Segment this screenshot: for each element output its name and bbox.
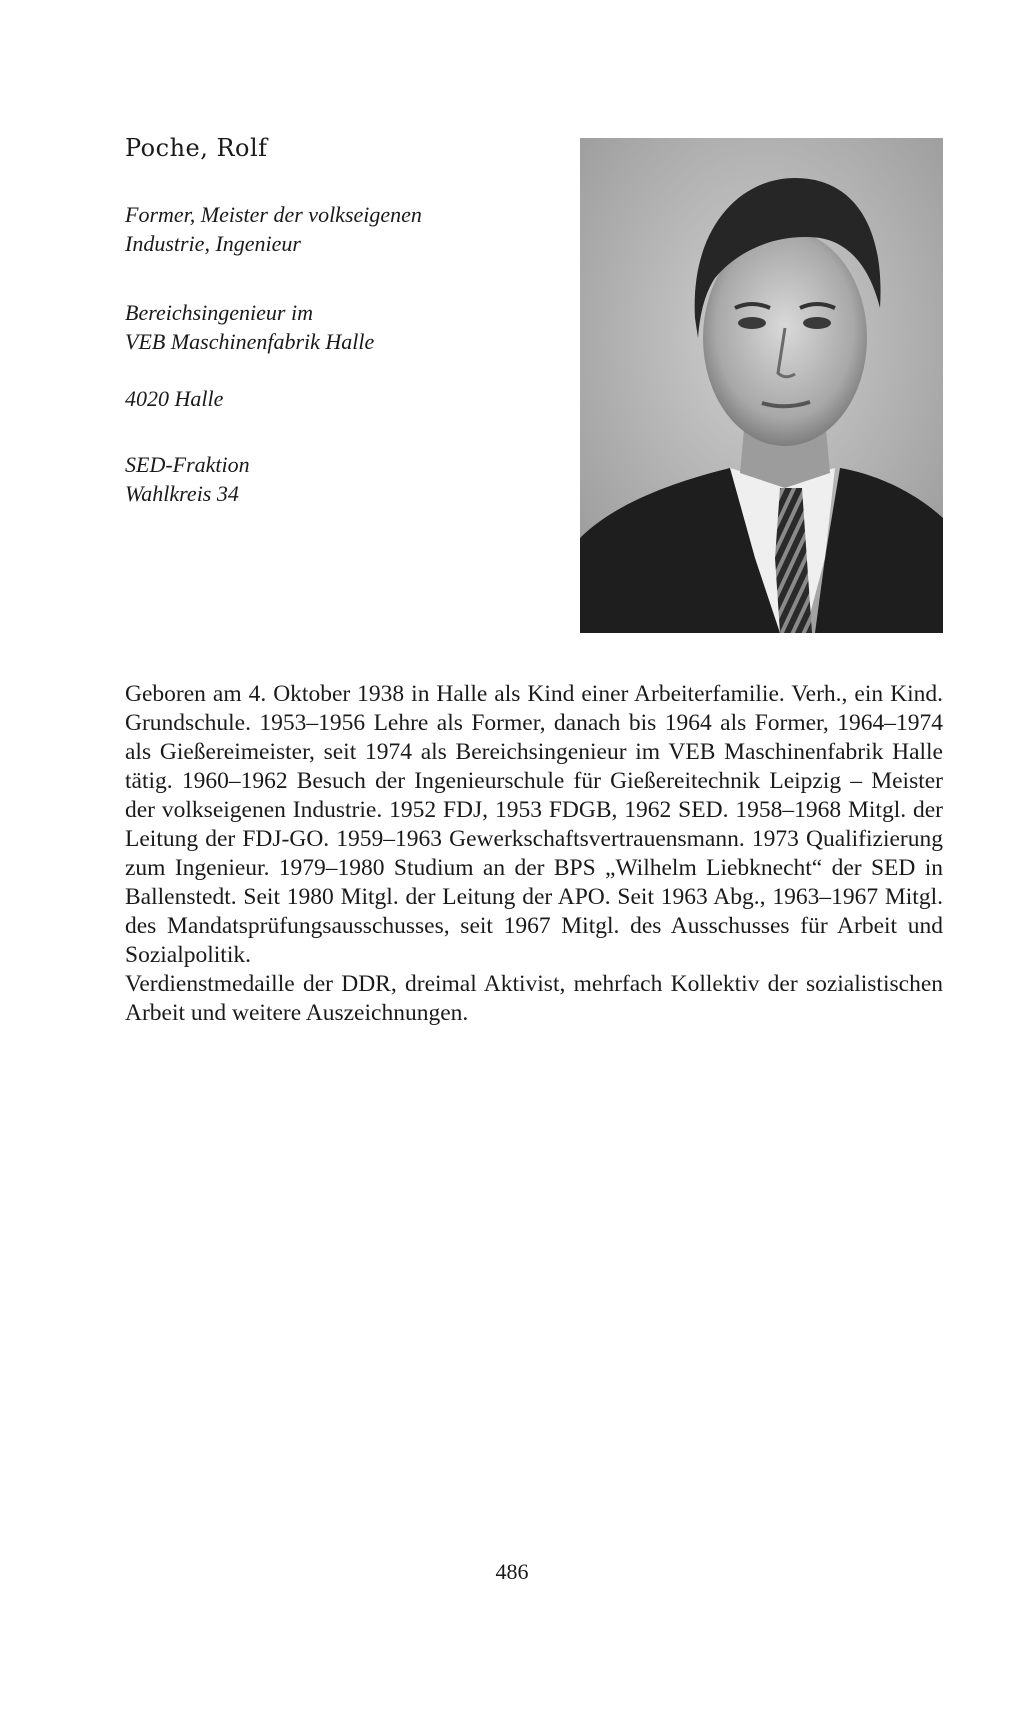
occupation-line: Industrie, Ingenieur <box>125 231 301 256</box>
constituency-line: Wahlkreis 34 <box>125 481 239 506</box>
page-number: 486 <box>495 1559 529 1584</box>
position-block <box>125 298 374 356</box>
person-name: Poche, Rolf <box>125 134 268 162</box>
position-line: Bereichsingenieur im <box>125 300 313 325</box>
position-line: VEB Maschinenfabrik Halle <box>125 329 375 354</box>
faction-line: SED-Fraktion <box>125 452 250 477</box>
faction-block <box>125 450 250 508</box>
city-line: 4020 Halle <box>125 386 224 411</box>
occupation-line: Former, Meister der volkseigenen <box>125 202 422 227</box>
biography-paragraph: Geboren am 4. Oktober 1938 in Halle als Kind einer Arbeiterfamilie. Verh., ein Kind. Grundschule. 1953–1956 Lehre als Former, danach bis 1964 als Former, 1964–1974 als Gießereimeister, seit 1974 als Bereichsingenieur im VEB Maschinenfabrik Halle tätig. 1960–1962 Besuch der Ingenieurschule für Gießereitechnik Leipzig – Meister der volkseigenen Industrie. 1952 FDJ, 1953 FDGB, 1962 SED. 1958–1968 Mitgl. der Leitung der FDJ-GO. 1959–1963 Gewerkschaftsvertrauensmann. 1973 Qualifizierung zum Ingenieur. 1979–1980 Studium an der BPS „Wilhelm Liebknecht“ der SED in Ballenstedt. Seit 1980 Mitgl. der Leitung der APO. Seit 1963 Abg., 1963–1967 Mitgl. des Mandatsprüfungsausschusses, seit 1967 Mitgl. des Ausschusses für Arbeit und Sozialpolitik. <box>125 681 943 968</box>
portrait-photo <box>580 138 943 633</box>
occupation-block <box>125 200 422 258</box>
awards-paragraph: Verdienstmedaille der DDR, dreimal Aktivist, mehrfach Kollektiv der sozialistischen Arbeit und weitere Auszeichnungen. <box>125 971 943 1026</box>
city-block <box>125 384 223 413</box>
biography-text <box>125 680 943 1028</box>
